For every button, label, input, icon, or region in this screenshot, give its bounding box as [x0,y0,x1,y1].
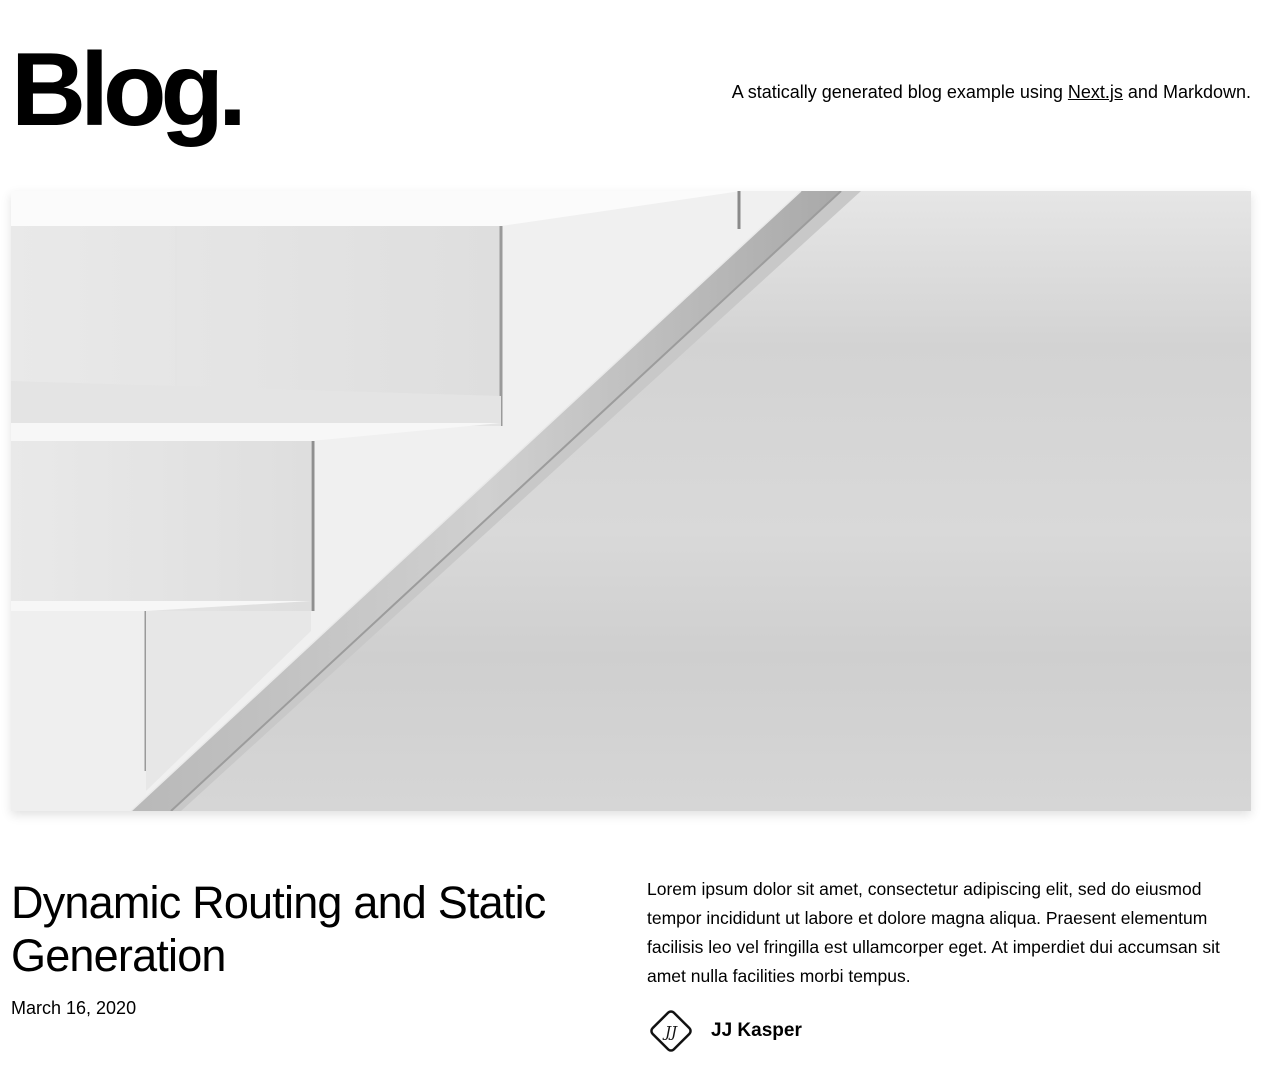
site-title[interactable]: Blog. [11,32,241,148]
staircase-illustration [11,191,1251,811]
post-date: March 16, 2020 [11,998,137,1018]
tagline-text-after: and Markdown. [1122,82,1251,102]
author-avatar-icon [647,1007,695,1055]
hero-cover-image[interactable] [11,191,1251,811]
author-block [647,1006,802,1056]
nextjs-link[interactable]: Next.js [1067,82,1123,102]
site-tagline [732,80,1251,104]
post-excerpt: Lorem ipsum dolor sit amet, consectetur adipiscing elit, sed do eiusmod tempor incididunt ut labore et dolore magna aliqua. Praesent elementum facilisis leo vel fringilla est ullamcorper eget. At imperdiet dui accumsan sit amet nulla facilities morbi tempus. [647,879,1220,986]
site-header [11,30,1251,150]
tagline-text-before: A statically generated blog example using [731,82,1068,102]
post-title[interactable]: Dynamic Routing and Static Generation [11,877,546,981]
author-name: JJ Kasper [711,1020,802,1041]
avatar-initials: JJ [664,1023,678,1041]
